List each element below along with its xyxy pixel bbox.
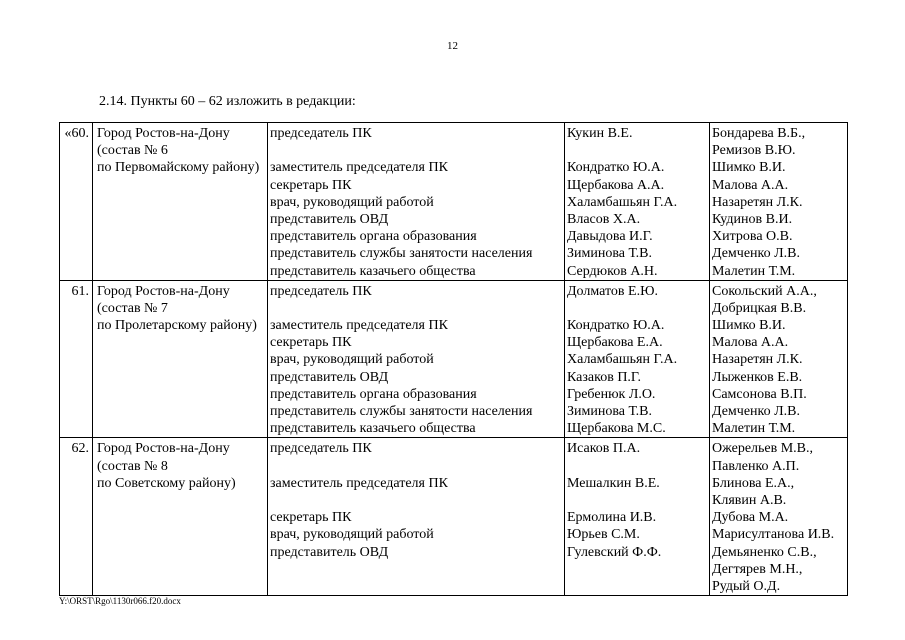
role-line: представитель службы занятости населения [270, 404, 533, 419]
reserve-name: Марисултанова И.В. [712, 527, 835, 543]
place-line [97, 228, 267, 245]
reserve-name: Хитрова О.В. [712, 229, 793, 245]
member-name [567, 142, 709, 159]
role-line: представитель казачьего общества [270, 421, 476, 437]
role-line: врач, руководящий работой [270, 194, 434, 210]
member-name: Власов Х.А. [567, 211, 641, 227]
role-line: заместитель председателя ПК [270, 318, 448, 334]
role-line: представитель службы занятости населения [270, 246, 533, 262]
member-name: Юрьев С.М. [567, 527, 640, 543]
member-name: Долматов Е.Ю. [567, 283, 658, 299]
place-line [97, 526, 267, 543]
reserve-name: Блинова Е.А., [712, 475, 795, 491]
member-name: Щербакова Е.А. [567, 335, 663, 351]
place-line [97, 492, 267, 509]
reserves-cell [710, 280, 848, 438]
table-row [60, 438, 848, 596]
member-name: Халамбашьян Г.А. [567, 194, 678, 210]
role-line: заместитель председателя ПК [270, 160, 448, 176]
place-line: (состав № 6 [97, 143, 168, 159]
reserve-name: Добрицкая В.В. [712, 300, 807, 316]
member-name: Щербакова М.С. [567, 421, 666, 437]
item-number: 62. [60, 438, 93, 596]
role-line [270, 492, 564, 509]
reserve-name: Самсонова В.П. [712, 386, 807, 402]
reserve-name: Демьяненко С.В., [712, 544, 817, 560]
reserve-name: Шимко В.И. [712, 160, 786, 176]
role-line: представитель органа образования [270, 229, 477, 245]
place-line [97, 544, 267, 561]
table-row [60, 123, 848, 281]
reserve-name: Лыженков Е.В. [712, 369, 803, 385]
commission-table [59, 122, 848, 596]
role-line: секретарь ПК [270, 335, 352, 351]
reserve-name: Назаретян Л.К. [712, 194, 803, 210]
reserve-name: Шимко В.И. [712, 318, 786, 334]
reserve-name: Дегтярев М.Н., [712, 561, 803, 577]
member-name: Гребенюк Л.О. [567, 386, 656, 402]
member-name: Казаков П.Г. [567, 369, 641, 385]
place-line [97, 194, 267, 211]
place-line [97, 420, 267, 437]
role-line: заместитель председателя ПК [270, 475, 448, 491]
section-heading: 2.14. Пункты 60 – 62 изложить в редакции: [99, 94, 356, 109]
item-number: 61. [60, 280, 93, 438]
place-line [97, 177, 267, 194]
reserve-name: Малетин Т.М. [712, 263, 796, 279]
role-line: представитель ОВД [270, 211, 389, 227]
member-name: Ермолина И.В. [567, 510, 657, 526]
commission-place-cell [93, 123, 268, 281]
role-line [270, 578, 564, 595]
roles-cell [268, 438, 565, 596]
place-line [97, 403, 267, 420]
place-line [97, 351, 267, 368]
place-line [97, 245, 267, 262]
reserve-name: Малова А.А. [712, 177, 789, 193]
member-name: Давыдова И.Г. [567, 229, 653, 245]
reserve-name: Рудый О.Д. [712, 578, 781, 594]
member-name: Мешалкин В.Е. [567, 475, 660, 491]
member-name: Халамбашьян Г.А. [567, 352, 678, 368]
role-line [270, 458, 564, 475]
member-name: Кондратко Ю.А. [567, 318, 665, 334]
member-name: Кондратко Ю.А. [567, 160, 665, 176]
place-line [97, 509, 267, 526]
place-line: Город Ростов-на-Дону [97, 126, 230, 141]
reserve-name: Малетин Т.М. [712, 421, 796, 437]
reserve-name: Бондарева В.Б., [712, 126, 806, 141]
reserves-cell [710, 123, 848, 281]
page-number: 12 [447, 40, 458, 52]
role-line: секретарь ПК [270, 177, 352, 193]
reserve-name: Клявин А.В. [712, 492, 787, 508]
role-line: представитель ОВД [270, 369, 389, 385]
members-cell [565, 438, 710, 596]
reserve-name: Дубова М.А. [712, 510, 789, 526]
member-name: Сердюков А.Н. [567, 263, 658, 279]
reserve-name: Демченко Л.В. [712, 246, 800, 262]
member-name: Зиминова Т.В. [567, 404, 652, 419]
reserve-name: Ожерельев М.В., [712, 441, 814, 457]
place-line: (состав № 7 [97, 300, 168, 316]
role-line: представитель органа образования [270, 386, 477, 402]
place-line: по Первомайскому району) [97, 160, 260, 176]
member-name [567, 300, 709, 317]
place-line [97, 211, 267, 228]
reserve-name: Кудинов В.И. [712, 211, 793, 227]
place-line [97, 369, 267, 386]
role-line: председатель ПК [270, 283, 372, 299]
place-line: Город Ростов-на-Дону [97, 441, 230, 457]
role-line: председатель ПК [270, 126, 372, 141]
members-cell [565, 123, 710, 281]
member-name [567, 561, 709, 578]
place-line [97, 578, 267, 595]
members-cell [565, 280, 710, 438]
reserve-name: Демченко Л.В. [712, 404, 800, 419]
commission-place-cell [93, 438, 268, 596]
role-line: представитель ОВД [270, 544, 389, 560]
role-line [270, 561, 564, 578]
reserve-name: Ремизов В.Ю. [712, 143, 796, 159]
member-name: Зиминова Т.В. [567, 246, 652, 262]
member-name: Исаков П.А. [567, 441, 641, 457]
reserve-name: Назаретян Л.К. [712, 352, 803, 368]
member-name: Кукин В.Е. [567, 126, 633, 141]
member-name [567, 578, 709, 595]
place-line [97, 386, 267, 403]
file-path-footer: Y:\ORST\Rgo\1130r066.f20.docx [59, 596, 181, 606]
role-line [270, 142, 564, 159]
place-line: Город Ростов-на-Дону [97, 283, 230, 299]
role-line: врач, руководящий работой [270, 352, 434, 368]
place-line: по Пролетарскому району) [97, 318, 257, 334]
commission-place-cell [93, 280, 268, 438]
member-name [567, 492, 709, 509]
member-name: Щербакова А.А. [567, 177, 665, 193]
reserve-name: Сокольский А.А., [712, 283, 817, 299]
role-line: врач, руководящий работой [270, 527, 434, 543]
reserve-name: Малова А.А. [712, 335, 789, 351]
roles-cell [268, 280, 565, 438]
member-name [567, 458, 709, 475]
role-line: представитель казачьего общества [270, 263, 476, 279]
member-name: Гулевский Ф.Ф. [567, 544, 662, 560]
roles-cell [268, 123, 565, 281]
role-line: секретарь ПК [270, 510, 352, 526]
place-line [97, 263, 267, 280]
place-line [97, 334, 267, 351]
role-line [270, 300, 564, 317]
item-number: «60. [60, 123, 93, 281]
reserve-name: Павленко А.П. [712, 458, 800, 474]
role-line: председатель ПК [270, 441, 372, 457]
place-line: по Советскому району) [97, 475, 236, 491]
table-row [60, 280, 848, 438]
place-line [97, 561, 267, 578]
place-line: (состав № 8 [97, 458, 168, 474]
reserves-cell [710, 438, 848, 596]
